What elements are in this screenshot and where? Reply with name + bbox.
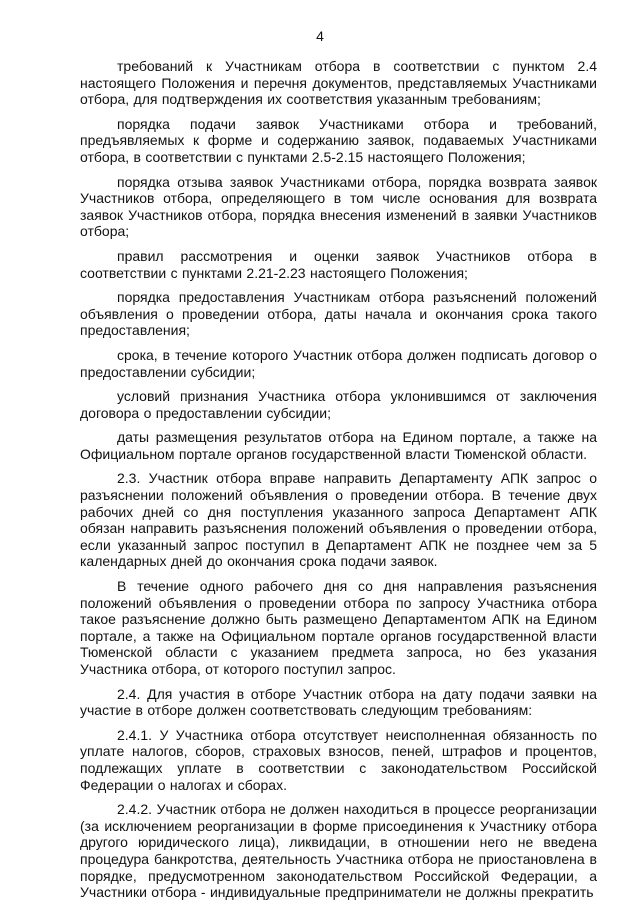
- paragraph-results-publication: даты размещения результатов отбора на Едином портале, а также на Официальном портале органов государственной власти Тюменской области.: [80, 429, 597, 462]
- paragraph-section-2-4-2: 2.4.2. Участник отбора не должен находиться в процессе реорганизации (за исключением реорганизации в форме присоединения к Участнику отбора другого юридического лица), ликвидации, в отношении него не введена процедура банкротства, деятельность Участника отбора не приостановлена в порядке, предусмотренном законодательством Российской Федерации, а Участники отбора - индивидуальные предприниматели не должны прекратить: [80, 801, 597, 901]
- document-body: [80, 58, 597, 909]
- paragraph-application-submission: порядка подачи заявок Участниками отбора и требований, предъявляемых к форме и содержанию заявок, подаваемых Участниками отбора, в соответствии с пунктами 2.5-2.15 настоящего Положения;: [80, 115, 597, 165]
- paragraph-application-withdrawal: порядка отзыва заявок Участниками отбора, порядка возврата заявок Участников отбора, определяющего в том числе основания для возврата заявок Участников отбора, порядка внесения изменений в заявки Участников отбора;: [80, 173, 597, 240]
- paragraph-clarifications-order: порядка предоставления Участникам отбора разъяснений положений объявления о проведении отбора, даты начала и окончания срока такого предоставления;: [80, 289, 597, 339]
- paragraph-evasion-conditions: условий признания Участника отбора уклонившимся от заключения договора о предоставлении субсидии;: [80, 388, 597, 421]
- paragraph-evaluation-rules: правил рассмотрения и оценки заявок Участников отбора в соответствии с пунктами 2.21-2.23 настоящего Положения;: [80, 247, 597, 281]
- paragraph-section-2-4-1: 2.4.1. У Участника отбора отсутствует неисполненная обязанность по уплате налогов, сборов, страховых взносов, пеней, штрафов и процентов, подлежащих уплате в соответствии с законодательством Российской Федерации о налогах и сборах.: [80, 726, 597, 793]
- paragraph-contract-term: срока, в течение которого Участник отбора должен подписать договор о предоставлении субсидии;: [80, 346, 597, 380]
- paragraph-requirements-participants: требований к Участникам отбора в соответствии с пунктом 2.4 настоящего Положения и перечня документов, представляемых Участниками отбора, для подтверждения их соответствия указанным требованиям;: [80, 58, 597, 108]
- page-number: 4: [316, 28, 324, 44]
- paragraph-section-2-3: 2.3. Участник отбора вправе направить Департаменту АПК запрос о разъяснении положений объявления о проведении отбора. В течение двух рабочих дней со дня поступления указанного запроса Департамент АПК обязан направить разъяснения положений объявления о проведении отбора, если указанный запрос поступил в Департамент АПК не позднее чем за 5 календарных дней до окончания срока подачи заявок.: [80, 470, 597, 570]
- paragraph-section-2-4: 2.4. Для участия в отборе Участник отбора на дату подачи заявки на участие в отборе должен соответствовать следующим требованиям:: [80, 685, 597, 719]
- paragraph-clarification-posting: В течение одного рабочего дня со дня направления разъяснения положений объявления о проведении отбора по запросу Участника отбора такое разъяснение должно быть размещено Департаментом АПК на Едином портале, а также на Официальном портале органов государственной власти Тюменской области с указанием предмета запроса, но без указания Участника отбора, от которого поступил запрос.: [80, 578, 597, 677]
